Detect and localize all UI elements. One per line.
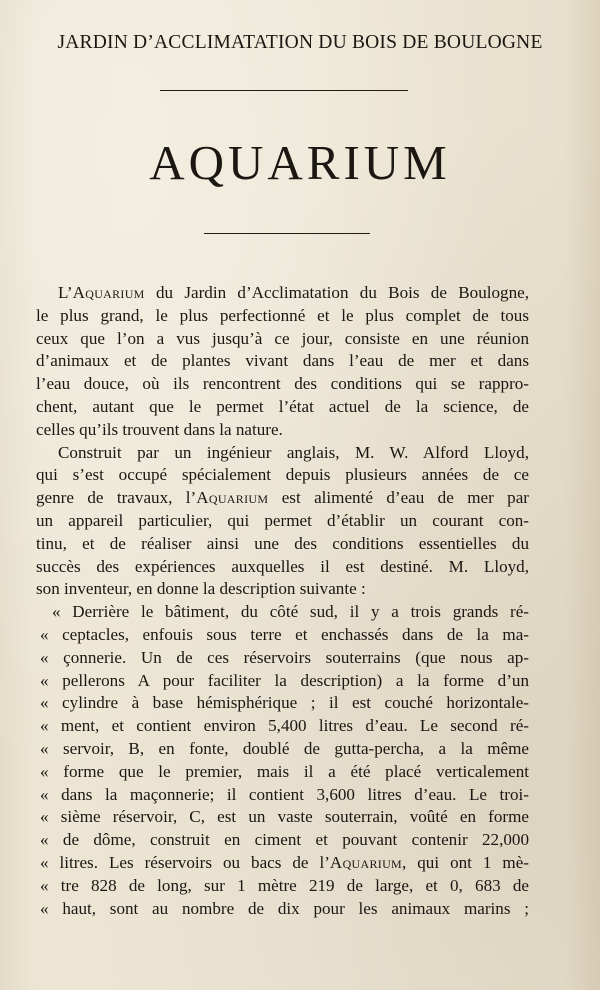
- small-caps-word: Aquarium: [72, 283, 145, 302]
- text-line: « haut, sont au nombre de dix pour les animaux marins ;: [40, 898, 529, 918]
- text-line: « cylindre à base hémisphérique ; il est couché horizontale-: [40, 693, 529, 713]
- page-title: AQUARIUM: [149, 135, 451, 190]
- small-caps-word: Aquarium: [329, 852, 403, 872]
- small-caps-word: Aquarium: [196, 488, 269, 508]
- text-line: « tre 828 de long, sur 1 mètre 219 de large, et 0, 683 de: [40, 875, 529, 895]
- text-line: « sième réservoir, C, est un vaste souterrain, voûté en forme: [40, 807, 529, 827]
- text-line: l’eau douce, où ils rencontrent des conditions qui se rappro-: [36, 374, 529, 394]
- text-line: « forme que le premier, mais il a été placé verticalement: [40, 761, 529, 781]
- text-line: « de dôme, construit en ciment et pouvant contenir 22,000: [40, 830, 529, 850]
- text-line: « çonnerie. Un de ces réservoirs souterrains (que nous ap-: [40, 647, 529, 667]
- text-line: « ment, et contient environ 5,400 litres d’eau. Le second ré-: [40, 716, 529, 736]
- text-line: chent, autant que le permet l’état actuel de la science, de: [36, 396, 529, 416]
- text-line: « dans la maçonnerie; il contient 3,600 litres d’eau. Le troi-: [40, 784, 529, 804]
- text-line: Construit par un ingénieur anglais, M. W. Alford Lloyd,: [58, 442, 529, 462]
- text-line: un appareil particulier, qui permet d’établir un courant con-: [36, 510, 529, 530]
- top-rule: [160, 90, 408, 91]
- text-line: le plus grand, le plus perfectionné et le plus complet de tous: [36, 305, 529, 325]
- text-line: ceux que l’on a vus jusqu’à ce jour, consiste en une réunion: [36, 328, 529, 348]
- text-line: « litres. Les réservoirs ou bacs de l’Aquarium, qui ont 1 mè-: [40, 852, 529, 872]
- text-line: « servoir, B, en fonte, doublé de gutta-percha, a la même: [40, 738, 529, 758]
- text-line: d’animaux et de plantes vivant dans l’eau de mer et dans: [36, 351, 529, 371]
- text-line: tinu, et de réaliser ainsi une des conditions essentielles du: [36, 533, 529, 553]
- text-line: « ceptacles, enfouis sous terre et enchassés dans de la ma-: [40, 624, 529, 644]
- text-line: L’Aquarium du Jardin d’Acclimatation du Bois de Boulogne,: [58, 283, 529, 302]
- title-rule: [204, 233, 370, 234]
- text-line: qui s’est occupé spécialement depuis plusieurs années de ce: [36, 465, 529, 485]
- text-line: « Derrière le bâtiment, du côté sud, il y a trois grands ré-: [52, 602, 529, 622]
- body-text: [36, 282, 529, 920]
- text-line: genre de travaux, l’Aquarium est alimenté d’eau de mer par: [36, 488, 529, 508]
- text-line: celles qu’ils trouvent dans la nature.: [36, 419, 283, 439]
- text-line: son inventeur, en donne la description suivante :: [36, 579, 366, 599]
- text-line: « pellerons A pour faciliter la description) a la forme d’un: [40, 670, 529, 690]
- text-line: succès des expériences auxquelles il est destiné. M. Lloyd,: [36, 556, 529, 576]
- running-head: JARDIN D’ACCLIMATATION DU BOIS DE BOULOGNE: [57, 32, 543, 53]
